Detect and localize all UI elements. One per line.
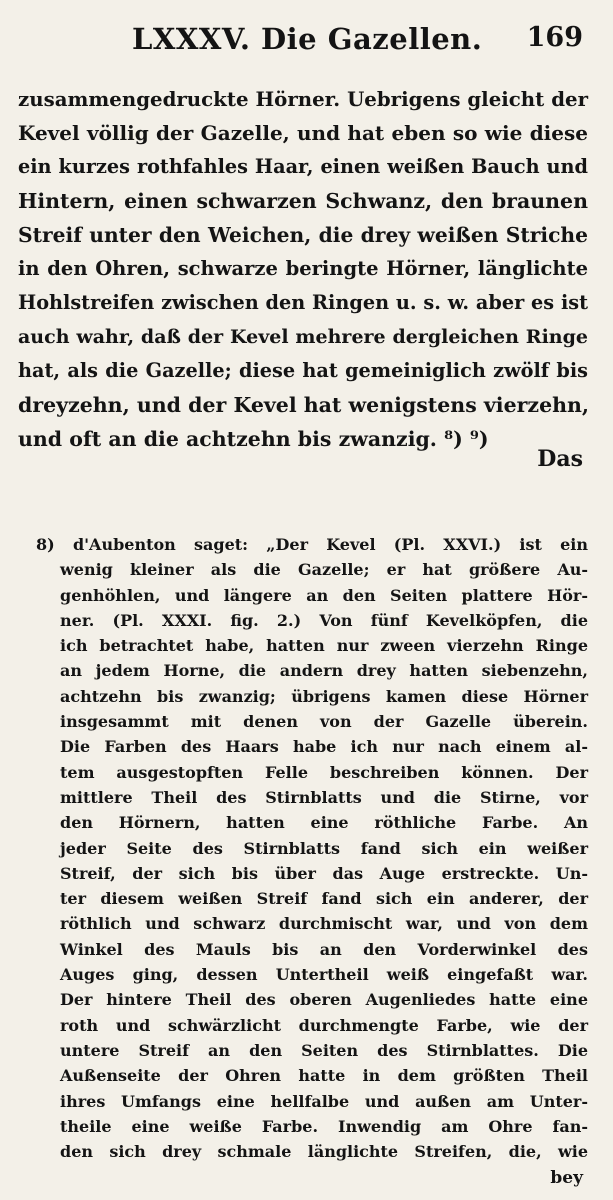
text-line: Hohlstreifen zwischen den Ringen u. s. w. aber es ist xyxy=(18,291,588,314)
text-line: in den Ohren, schwarze beringte Hörner, länglichte xyxy=(18,257,588,280)
footnote-line: insgesammt mit denen von der Gazelle überein. xyxy=(60,712,588,732)
footnote-line: roth und schwärzlicht durchmengte Farbe, wie der xyxy=(60,1015,588,1035)
main-text xyxy=(18,82,588,456)
text-line: Hintern, einen schwarzen Schwanz, den braunen xyxy=(18,189,588,213)
footnote-line: Streif, der sich bis über das Auge erstreckte. Un- xyxy=(60,863,588,883)
footnote-line: ich betrachtet habe, hatten nur zween vierzehn Ringe xyxy=(60,636,588,656)
text-line: auch wahr, daß der Kevel mehrere dergleichen Ringe xyxy=(18,326,588,348)
text-line: Kevel völlig der Gazelle, und hat eben so wie diese xyxy=(18,121,588,145)
footnote-line: theile eine weiße Farbe. Inwendig am Ohre fan- xyxy=(60,1116,588,1136)
footnote-line: Der hintere Theil des oberen Augenliedes hatte eine xyxy=(60,990,588,1010)
footnote-line: Winkel des Mauls bis an den Vorderwinkel des xyxy=(60,939,588,959)
footnote-line: untere Streif an den Seiten des Stirnblattes. Die xyxy=(60,1040,588,1060)
footnote-line: Außenseite der Ohren hatte in dem größten Theil xyxy=(60,1066,588,1086)
footnote-line: jeder Seite des Stirnblatts fand sich ein weißer xyxy=(60,838,588,858)
running-header xyxy=(0,22,613,62)
footnote-line: ner. (Pl. XXXI. fig. 2.) Von fünf Kevelköpfen, die xyxy=(60,610,588,630)
footnote-line: mittlere Theil des Stirnblatts und die Stirne, vor xyxy=(60,787,588,807)
footnote-line: Die Farben des Haars habe ich nur nach einem al- xyxy=(60,737,588,757)
page-number: 169 xyxy=(526,22,583,53)
footnote-line: ter diesem weißen Streif fand sich ein anderer, der xyxy=(60,889,588,909)
catchword: Das xyxy=(537,446,583,472)
footnote-line: tem ausgestopften Felle beschreiben können. Der xyxy=(60,762,588,782)
footnote-line: 8) d'Aubenton saget: „Der Kevel (Pl. XXVI.) ist ein xyxy=(36,535,588,554)
footnote-line: röthlich und schwarz durchmischt war, und von dem xyxy=(60,914,588,934)
text-line: ein kurzes rothfahles Haar, einen weißen Bauch und xyxy=(18,155,588,178)
footnote-line: achtzehn bis zwanzig; übrigens kamen diese Hörner xyxy=(60,686,588,706)
text-line: und oft an die achtzehn bis zwanzig. ⁸) ⁹) xyxy=(18,427,489,451)
footnote xyxy=(36,532,588,1164)
footnote-line: wenig kleiner als die Gazelle; er hat größere Au- xyxy=(60,560,588,580)
footnote-line: ihres Umfangs eine hellfalbe und außen am Unter- xyxy=(60,1091,588,1111)
text-line: Streif unter den Weichen, die drey weißen Striche xyxy=(18,223,588,247)
footnote-line: an jedem Horne, die andern drey hatten siebenzehn, xyxy=(60,661,588,681)
footnote-line: den Hörnern, hatten eine röthliche Farbe. An xyxy=(60,813,588,833)
footnote-line: genhöhlen, und längere an den Seiten plattere Hör- xyxy=(60,585,588,605)
chapter-title: LXXXV. Die Gazellen. xyxy=(132,22,483,56)
text-line: hat, als die Gazelle; diese hat gemeiniglich zwölf bis xyxy=(18,359,588,382)
text-line: zusammengedruckte Hörner. Uebrigens gleicht der xyxy=(18,87,588,111)
text-line: dreyzehn, und der Kevel hat wenigstens vierzehn, xyxy=(18,393,590,417)
footnote-line: Auges ging, dessen Untertheil weiß eingefaßt war. xyxy=(60,965,588,985)
footnote-line: den sich drey schmale länglichte Streifen, die, wie xyxy=(60,1142,588,1162)
footnote-catchword: bey xyxy=(550,1168,583,1188)
